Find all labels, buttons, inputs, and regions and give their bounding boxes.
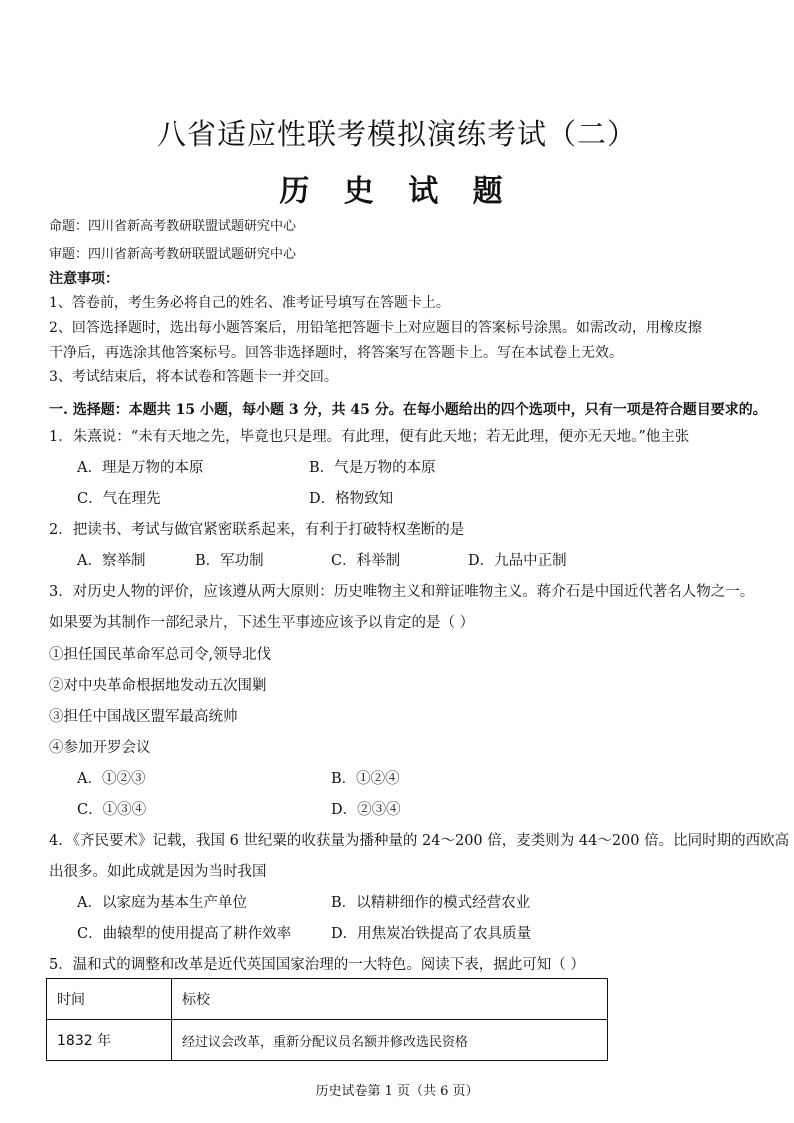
question-4-stem: 4．《齐民要术》记载，我国 6 世纪粟的收获量为播种量的 24～200 倍，麦类则为 44～200 倍。比同时期的西欧高 [49, 833, 790, 849]
question-5-stem: 5．温和式的调整和改革是近代英国国家治理的一大特色。阅读下表，据此可知（ ） [49, 957, 585, 973]
question-1-stem: 1．朱熹说：“未有天地之先，毕竟也只是理。有此理，便有此天地；若无此理，便亦无天地。”他主张 [49, 429, 690, 445]
question-3-stem: 3．对历史人物的评价，应该遵从两大原则：历史唯物主义和辩证唯物主义。蒋介石是中国近代著名人物之一。 [49, 584, 755, 600]
note-item: 3、考试结束后，将本试卷和答题卡一并交回。 [49, 369, 338, 385]
q3-option-c: C．①③④ [77, 802, 147, 818]
note-item: 1、答卷前，考生务必将自己的姓名、准考证号填写在答题卡上。 [49, 295, 450, 311]
q1-option-d: D．格物致知 [309, 491, 394, 507]
question-5-table [46, 978, 608, 1061]
table-header-cell: 标校 [172, 979, 608, 1020]
page-footer: 历史试卷第 1 页（共 6 页） [315, 1084, 479, 1099]
q3-item-4: ④参加开罗会议 [49, 740, 151, 756]
note-item: 2、回答选择题时，选出每小题答案后，用铅笔把答题卡上对应题目的答案标号涂黑。如需改动，用橡皮擦 [49, 320, 702, 336]
q2-option-a: A．察举制 [77, 553, 146, 569]
note-item: 干净后，再选涂其他答案标号。回答非选择题时，将答案写在答题卡上。写在本试卷上无效。 [49, 345, 623, 361]
table-header-row [47, 979, 608, 1020]
q3-item-2: ②对中央革命根据地发动五次围剿 [49, 678, 267, 694]
setter-line: 命题：四川省新高考教研联盟试题研究中心 [49, 219, 297, 234]
subject-title: 历 史 试 题 [279, 174, 515, 209]
table-cell: 经过议会改革，重新分配议员名额并修改选民资格 [172, 1020, 608, 1061]
section-heading: 一. 选择题：本题共 15 小题，每小题 3 分，共 45 分。在每小题给出的四个选项中，只有一项是符合题目要求的。 [49, 402, 767, 418]
q3-option-d: D．②③④ [331, 802, 401, 818]
q3-item-1: ①担任国民革命军总司令,领导北伐 [49, 647, 272, 663]
q1-option-a: A．理是万物的本原 [77, 460, 204, 476]
q1-option-c: C．气在理先 [77, 491, 161, 507]
q4-option-a: A．以家庭为基本生产单位 [77, 895, 247, 911]
reviewer-line: 审题：四川省新高考教研联盟试题研究中心 [49, 247, 297, 262]
q3-item-3: ③担任中国战区盟军最高统帅 [49, 709, 238, 725]
q4-option-c: C．曲辕犁的使用提高了耕作效率 [77, 926, 292, 942]
question-3-stem-cont: 如果要为其制作一部纪录片，下述生平事迹应该予以肯定的是（ ） [49, 615, 475, 631]
notes-heading: 注意事项： [49, 271, 119, 287]
question-4-stem-cont: 出很多。如此成就是因为当时我国 [49, 864, 267, 880]
q4-option-d: D．用焦炭冶铁提高了农具质量 [331, 926, 532, 942]
q3-option-b: B．①②④ [331, 771, 400, 787]
q2-option-b: B．军功制 [195, 553, 264, 569]
table-header-cell: 时间 [47, 979, 172, 1020]
q1-option-b: B．气是万物的本原 [309, 460, 436, 476]
table-row [47, 1020, 608, 1061]
question-2-stem: 2．把读书、考试与做官紧密联系起来，有利于打破特权垄断的是 [49, 522, 465, 538]
q2-option-c: C．科举制 [331, 553, 401, 569]
exam-title: 八省适应性联考模拟演练考试（二） [156, 117, 637, 151]
q4-option-b: B．以精耕细作的模式经营农业 [331, 895, 531, 911]
table-cell: 1832 年 [47, 1020, 172, 1061]
q2-option-d: D．九品中正制 [468, 553, 567, 569]
q3-option-a: A．①②③ [77, 771, 146, 787]
